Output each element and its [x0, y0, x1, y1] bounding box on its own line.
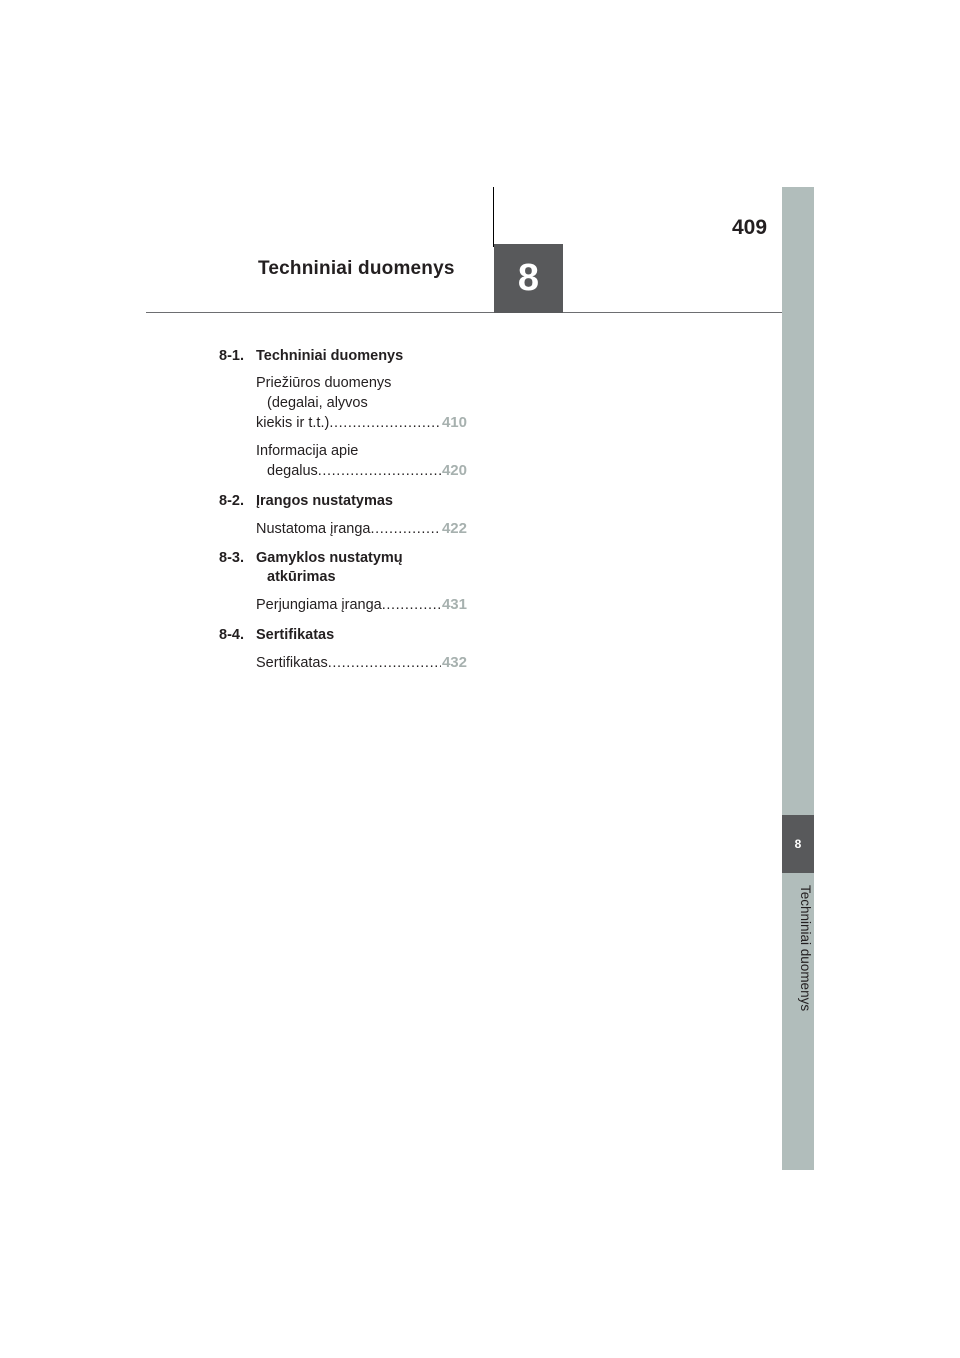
toc-entry-row	[256, 413, 467, 434]
toc-entry-line: (degalai, alyvos	[267, 394, 368, 411]
dot-leader	[318, 462, 441, 482]
toc-entry-text: degalus	[267, 463, 318, 479]
header-vertical-rule	[493, 187, 494, 247]
section-number: 8-1.	[219, 348, 244, 364]
toc-entry[interactable]	[256, 653, 467, 674]
toc-entry[interactable]	[256, 595, 467, 616]
toc-entry-line: Priežiūros duomenys	[256, 375, 392, 391]
chapter-title: Techniniai duomenys	[258, 258, 455, 279]
chapter-number: 8	[517, 257, 540, 299]
toc-entry-text: Nustatoma įranga	[256, 520, 371, 537]
toc-entry-row	[256, 461, 467, 482]
dot-leader	[328, 654, 441, 674]
header-horizontal-rule	[146, 312, 782, 313]
section-title-line: atkūrimas	[267, 569, 336, 585]
chapter-number-box	[494, 244, 563, 313]
dot-leader	[382, 596, 441, 616]
toc-entry-text: kiekis ir t.t.)	[256, 415, 330, 431]
section-heading	[219, 492, 467, 511]
toc-entry[interactable]	[256, 442, 467, 482]
toc-entry-row	[256, 653, 467, 674]
table-of-contents	[219, 347, 467, 683]
dot-leader	[370, 520, 441, 540]
section-title-line: Gamyklos nustatymų	[256, 550, 403, 566]
section-title	[256, 492, 467, 511]
page-number: 409	[732, 216, 768, 239]
section-title-line: Sertifikatas	[256, 626, 335, 643]
toc-entry-text: Sertifikatas	[256, 654, 328, 671]
toc-section	[219, 347, 467, 482]
toc-section	[219, 549, 467, 616]
toc-entry[interactable]	[256, 519, 467, 540]
toc-entry[interactable]	[256, 374, 467, 434]
section-heading	[219, 347, 467, 366]
toc-entry-line: Informacija apie	[256, 442, 359, 459]
toc-entry-row	[256, 595, 467, 616]
dot-leader	[329, 414, 441, 434]
page-reference[interactable]: 420	[441, 462, 467, 479]
page-reference[interactable]: 431	[441, 596, 467, 613]
toc-entry-row	[256, 519, 467, 540]
section-heading	[219, 626, 467, 645]
section-number: 8-2.	[219, 492, 244, 509]
side-tab	[782, 187, 814, 1170]
toc-entry-text: Perjungiama įranga	[256, 597, 382, 613]
section-title	[256, 549, 467, 587]
side-tab-chapter-number: 8	[782, 815, 814, 873]
page-reference[interactable]: 410	[441, 414, 467, 431]
side-tab-label: Techniniai duomenys	[798, 885, 813, 1012]
section-title	[256, 626, 467, 645]
section-number: 8-3.	[219, 550, 244, 566]
section-title-line: Techniniai duomenys	[256, 348, 404, 364]
section-number: 8-4.	[219, 626, 244, 643]
section-title-line: Įrangos nustatymas	[256, 492, 393, 509]
section-title	[256, 347, 467, 366]
page-reference[interactable]: 422	[441, 519, 467, 537]
section-heading	[219, 549, 467, 587]
page-reference[interactable]: 432	[441, 653, 467, 671]
toc-section	[219, 626, 467, 674]
toc-section	[219, 492, 467, 540]
